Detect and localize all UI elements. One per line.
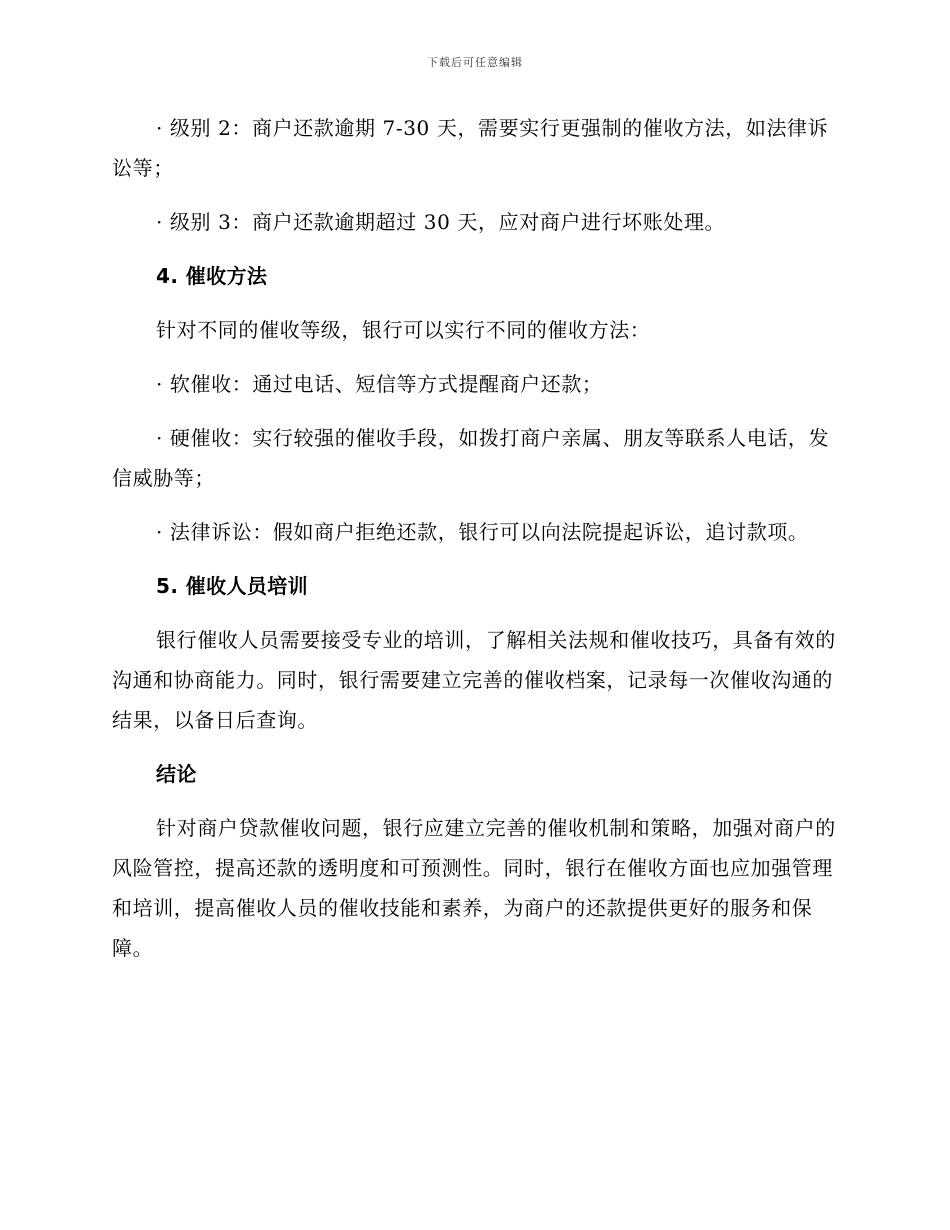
staff-training-paragraph: 银行催收人员需要接受专业的培训，了解相关法规和催收技巧，具备有效的沟通和协商能力。同时，银行需要建立完善的催收档案，记录每一次催收沟通的结果，以备日后查询。 xyxy=(112,628,836,732)
collection-methods-intro: 针对不同的催收等级，银行可以实行不同的催收方法： xyxy=(156,318,651,342)
page-header-note: 下载后可任意编辑 xyxy=(427,56,523,69)
level-3-bullet: · 级别 3：商户还款逾期超过 30 天，应对商户进行坏账处理。 xyxy=(156,210,726,234)
conclusion-paragraph: 针对商户贷款催收问题，银行应建立完善的催收机制和策略，加强对商户的风险管控，提高还款的透明度和可预测性。同时，银行在催收方面也应加强管理和培训，提高催收人员的催收技能和素养，为商户的还款提供更好的服务和保障。 xyxy=(112,816,836,960)
soft-collection-bullet: · 软催收：通过电话、短信等方式提醒商户还款； xyxy=(156,372,603,396)
section-heading-conclusion: 结论 xyxy=(156,762,197,786)
hard-collection-bullet: · 硬催收：实行较强的催收手段，如拨打商户亲属、朋友等联系人电话，发信威胁等； xyxy=(112,426,830,490)
document-body xyxy=(112,108,838,982)
legal-action-bullet: · 法律诉讼：假如商户拒绝还款，银行可以向法院提起诉讼，追讨款项。 xyxy=(156,520,809,544)
section-heading-staff-training: 5. 催收人员培训 xyxy=(156,574,309,598)
level-2-bullet: · 级别 2：商户还款逾期 7-30 天，需要实行更强制的催收方法，如法律诉讼等； xyxy=(112,116,829,180)
section-heading-collection-methods: 4. 催收方法 xyxy=(156,264,268,288)
